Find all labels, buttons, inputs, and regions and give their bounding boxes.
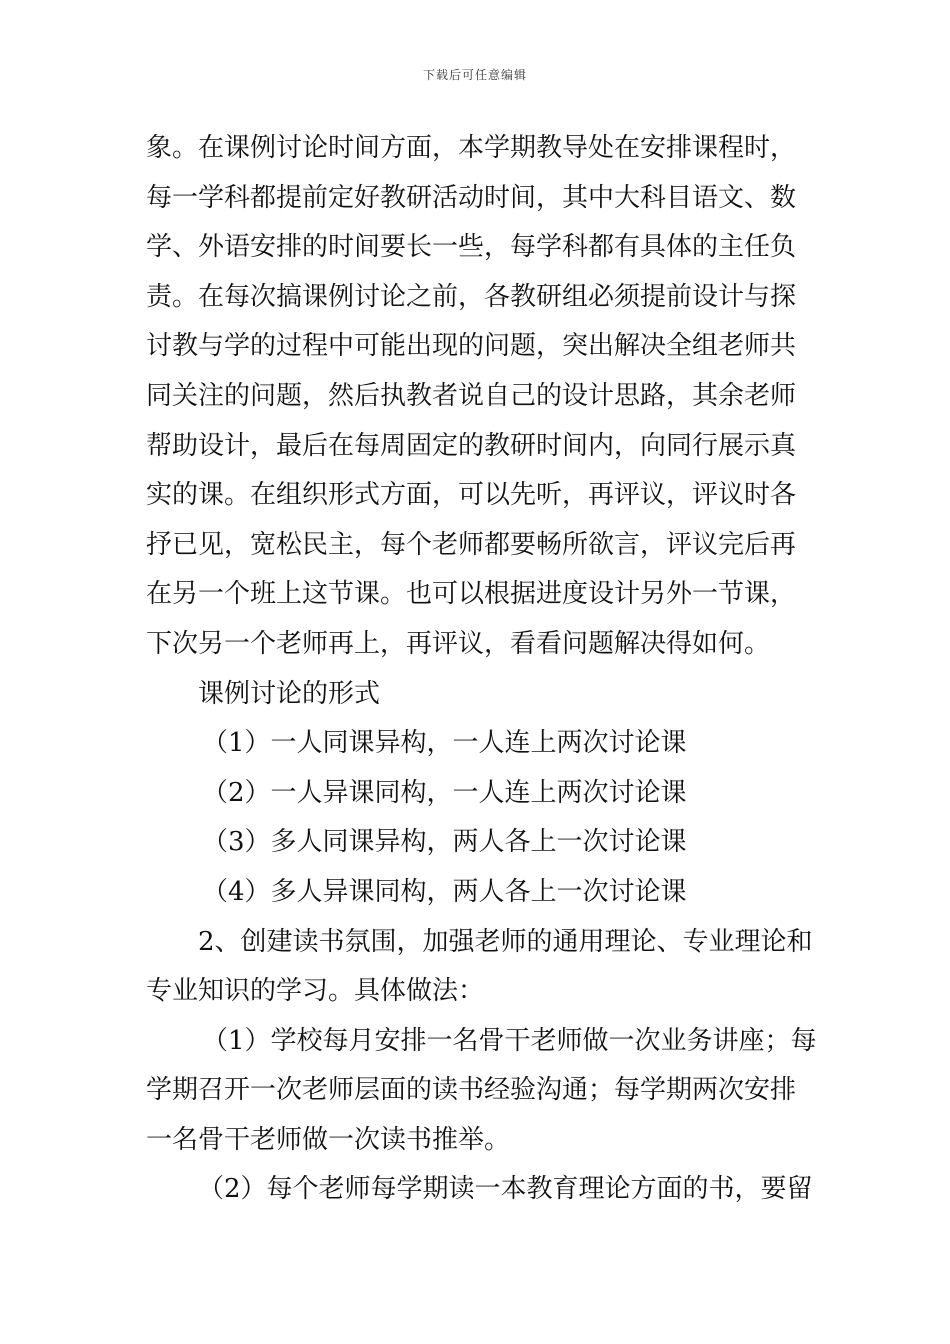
paragraph-line: 同关注的问题，然后执教者说自己的设计思路，其余老师 — [146, 380, 797, 411]
page-header: 下载后可任意编辑 — [422, 68, 527, 82]
paragraph-line: 讨教与学的过程中可能出现的问题，突出解决全组老师共 — [146, 331, 797, 362]
paragraph-line: 一名骨干老师做一次读书推举。 — [146, 1124, 511, 1155]
list-item: （1）一人同课异构，一人连上两次讨论课 — [202, 728, 687, 759]
paragraph-line: 帮助设计，最后在每周固定的教研时间内，向同行展示真 — [146, 430, 797, 461]
paragraph-line: 责。在每次搞课例讨论之前，各教研组必须提前设计与探 — [146, 281, 797, 312]
paragraph-line: 每一学科都提前定好教研活动时间，其中大科目语文、数 — [146, 182, 797, 213]
paragraph-line: 实的课。在组织形式方面，可以先听，再评议，评议时各 — [146, 480, 797, 511]
paragraph-line: 抒已见，宽松民主，每个老师都要畅所欲言，评议完后再 — [146, 529, 797, 560]
paragraph-line: 2、创建读书氛围，加强老师的通用理论、专业理论和 — [198, 926, 813, 957]
paragraph-line: 下次另一个老师再上，再评议，看看问题解决得如何。 — [146, 628, 771, 659]
paragraph-line: 学期召开一次老师层面的读书经验沟通；每学期两次安排 — [146, 1075, 797, 1106]
paragraph-line: （1）学校每月安排一名骨干老师做一次业务讲座；每 — [202, 1025, 817, 1056]
paragraph-line: （2）每个老师每学期读一本教育理论方面的书，要留 — [198, 1174, 813, 1205]
document-body — [146, 124, 817, 1215]
list-item: （4）多人异课同构，两人各上一次讨论课 — [202, 876, 687, 907]
section-heading: 课例讨论的形式 — [198, 678, 381, 709]
list-item: （3）多人同课异构，两人各上一次讨论课 — [202, 827, 687, 858]
list-item: （2）一人异课同构，一人连上两次讨论课 — [202, 777, 687, 808]
paragraph-line: 学、外语安排的时间要长一些，每学科都有具体的主任负 — [146, 232, 797, 263]
paragraph-line: 在另一个班上这节课。也可以根据进度设计另外一节课， — [146, 579, 797, 610]
paragraph-line: 专业知识的学习。具体做法： — [146, 976, 485, 1007]
paragraph-line: 象。在课例讨论时间方面，本学期教导处在安排课程时， — [146, 133, 797, 163]
